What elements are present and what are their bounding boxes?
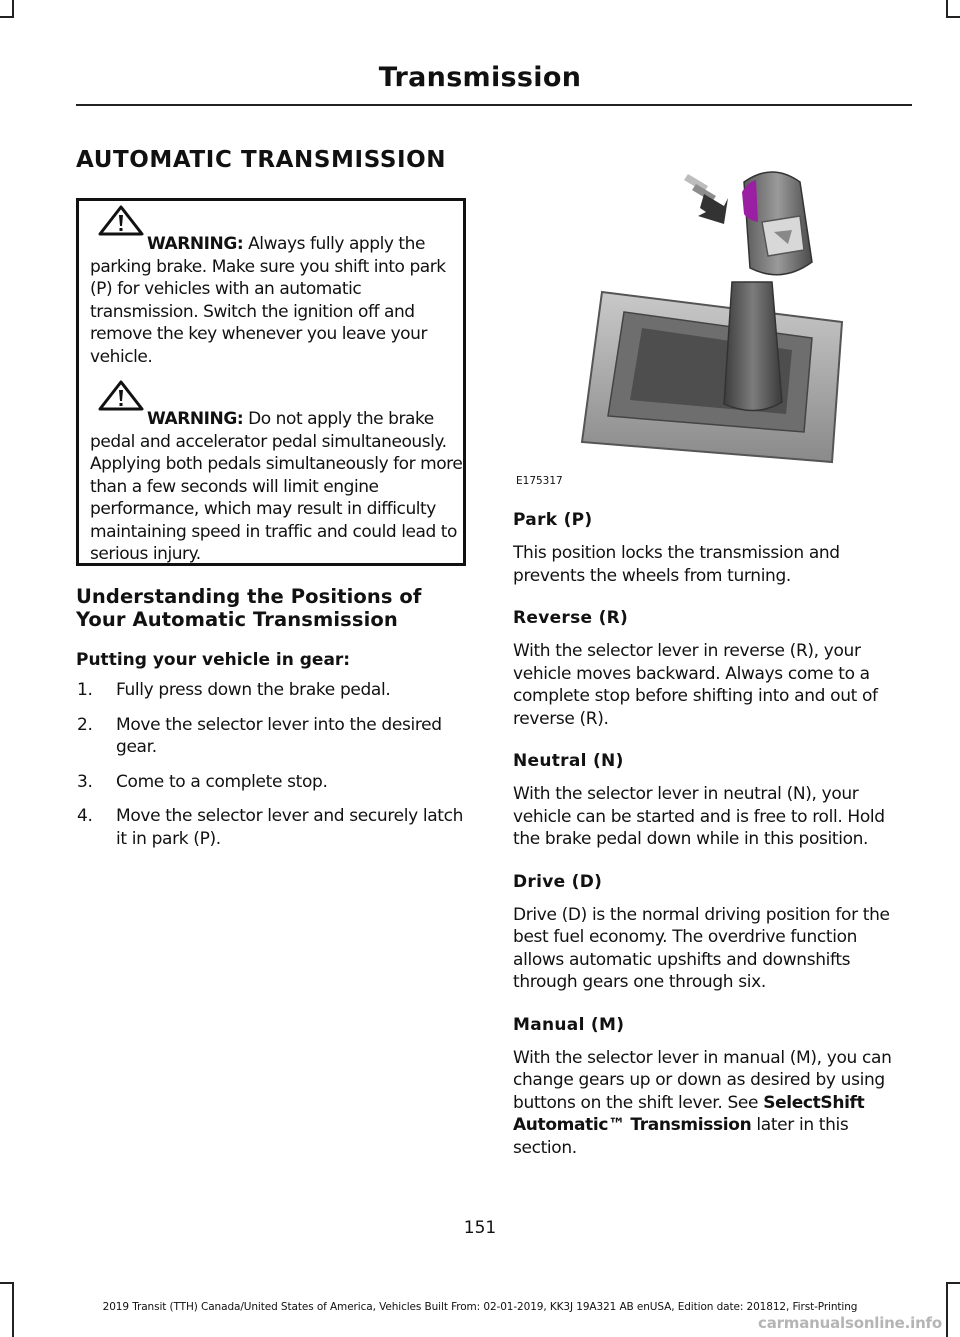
warning-label: WARNING: bbox=[147, 234, 244, 254]
list-item bbox=[76, 805, 476, 850]
header-divider bbox=[76, 104, 912, 106]
direction-arrow-icon bbox=[684, 174, 728, 224]
page-number: 151 bbox=[463, 1218, 497, 1238]
position-text: With the selector lever in neutral (N), your vehicle can be started and is free to roll. Hold the brake pedal down while in this position. bbox=[513, 784, 885, 849]
step-number: 2. bbox=[77, 714, 93, 735]
steps-list bbox=[76, 679, 476, 862]
warning-2 bbox=[90, 408, 466, 566]
warning-1 bbox=[90, 233, 466, 368]
warning-triangle-icon bbox=[92, 205, 150, 237]
warning-label: WARNING: bbox=[147, 409, 244, 429]
step-number: 1. bbox=[77, 680, 93, 700]
crop-mark bbox=[0, 16, 14, 18]
step-text: Move the selector lever and securely latch it in park (P). bbox=[116, 806, 464, 849]
page-footer: 2019 Transit (TTH) Canada/United States of America, Vehicles Built From: 02-01-2019, KK3J 19A321 AB enUSA, Edition date: 201812, First-Printing bbox=[102, 1301, 858, 1313]
warning-text: Always fully apply the parking brake. Make sure you shift into park (P) for vehicles with an automatic transmission. Switch the ignition off and remove the key whenever you leave your vehicle. bbox=[90, 234, 446, 367]
step-number: 3. bbox=[77, 771, 93, 792]
warning-triangle-icon bbox=[92, 380, 150, 412]
position-heading: Neutral (N) bbox=[513, 751, 624, 771]
position-heading: Park (P) bbox=[513, 510, 593, 530]
step-number: 4. bbox=[77, 806, 93, 826]
warning-text: Do not apply the brake pedal and accelerator pedal simultaneously. Applying both pedals simultaneously for more than a few seconds will limit engine performance, which may result in difficulty maintaining speed in traffic and could lead to serious injury. bbox=[90, 409, 463, 564]
list-item bbox=[76, 714, 476, 759]
crop-mark bbox=[946, 16, 960, 18]
subsection-title: Understanding the Positions of Your Automatic Transmission bbox=[76, 585, 422, 631]
position-heading: Reverse (R) bbox=[513, 608, 629, 628]
manual-text-after: later in this section. bbox=[513, 1115, 849, 1158]
step-text: Fully press down the brake pedal. bbox=[116, 680, 391, 700]
position-text: With the selector lever in reverse (R), your vehicle moves backward. Always come to a complete stop before shifting into and out of reverse (R). bbox=[513, 641, 878, 729]
position-heading: Drive (D) bbox=[513, 871, 603, 892]
gear-positions bbox=[513, 510, 913, 1180]
manual-text: With the selector lever in manual (M), you can change gears up or down as desired by using buttons on the shift lever. See bbox=[513, 1047, 892, 1113]
gear-selector-illustration bbox=[512, 152, 912, 492]
position-text bbox=[513, 1047, 913, 1160]
step-text: Come to a complete stop. bbox=[116, 771, 328, 792]
list-item bbox=[76, 679, 476, 702]
page-header-title: Transmission bbox=[378, 62, 582, 93]
position-heading: Manual (M) bbox=[513, 1014, 625, 1035]
position-text: Drive (D) is the normal driving position for the best fuel economy. The overdrive function allows automatic upshifts and downshifts through gears one through six. bbox=[513, 904, 890, 992]
figure-id: E175317 bbox=[516, 475, 563, 487]
gear-heading: Putting your vehicle in gear: bbox=[76, 650, 351, 670]
crop-mark bbox=[0, 1282, 14, 1284]
section-title: AUTOMATIC TRANSMISSION bbox=[76, 147, 447, 173]
watermark: carmanualsonline.info bbox=[758, 1314, 942, 1332]
warning-box bbox=[76, 198, 466, 566]
cross-reference-link[interactable]: SelectShift Automatic™ Transmission bbox=[513, 1092, 865, 1135]
crop-mark bbox=[946, 1282, 960, 1284]
list-item bbox=[76, 771, 476, 794]
step-text: Move the selector lever into the desired gear. bbox=[116, 714, 442, 757]
position-text: This position locks the transmission and prevents the wheels from turning. bbox=[513, 543, 840, 586]
